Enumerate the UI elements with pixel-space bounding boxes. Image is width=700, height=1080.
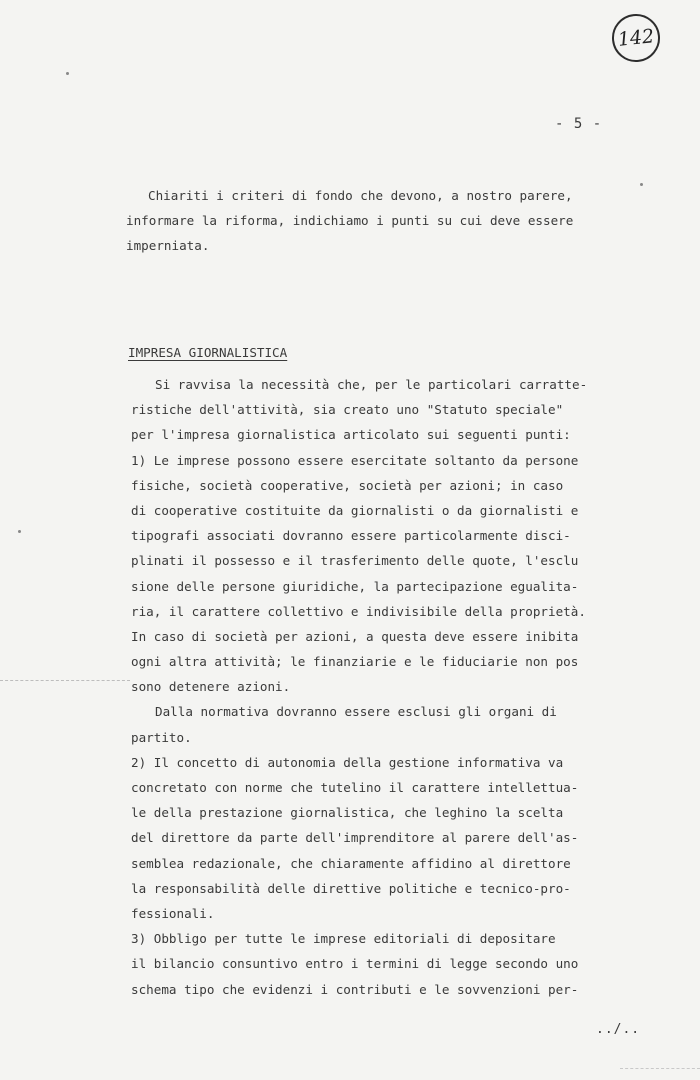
- scan-speck: [66, 72, 69, 75]
- body-line: ogni altra attività; le finanziarie e le fiduciarie non pos: [131, 654, 579, 670]
- body-line: schema tipo che evidenzi i contributi e le sovvenzioni per-: [131, 981, 579, 997]
- body-line: Si ravvisa la necessità che, per le particolari carratte-: [155, 377, 588, 392]
- body-line: partito.: [131, 729, 192, 745]
- body-line: 1) Le imprese possono essere esercitate soltanto da persone: [131, 452, 579, 468]
- body-line: sono detenere azioni.: [131, 679, 291, 695]
- intro-text: Chiariti i criteri di fondo che devono, a nostro parere, informare la riforma, indichiamo i punti su cui deve essere imperniata.: [126, 188, 574, 253]
- scan-speck: [640, 183, 643, 186]
- scan-artifact-line: [0, 680, 130, 681]
- body-line: per l'impresa giornalistica articolato sui seguenti punti:: [131, 427, 571, 443]
- body-line: ria, il carattere collettivo e indivisibile della proprietà.: [131, 603, 586, 619]
- body-line: concretato con norme che tutelino il carattere intellettua-: [131, 780, 579, 795]
- body-line: le della prestazione giornalistica, che leghino la scelta: [131, 805, 564, 821]
- body-line: ristiche dell'attività, sia creato uno "Statuto speciale": [131, 402, 564, 418]
- body-line: tipografi associati dovranno essere particolarmente disci-: [131, 528, 571, 544]
- body-line: fisiche, società cooperative, società per azioni; in caso: [131, 477, 564, 493]
- scan-artifact-line: [620, 1068, 700, 1069]
- page-number: - 5 -: [555, 116, 603, 132]
- scan-speck: [18, 530, 21, 533]
- body-line: 2) Il concetto di autonomia della gestione informativa va: [131, 754, 564, 770]
- body-line: semblea redazionale, che chiaramente affidino al direttore: [131, 855, 571, 871]
- body-line: Dalla normativa dovranno essere esclusi gli organi di: [155, 704, 557, 720]
- body-line: 3) Obbligo per tutte le imprese editoriali di depositare: [131, 931, 556, 947]
- page-stamp: [610, 12, 663, 65]
- body-line: del direttore da parte dell'imprenditore al parere dell'as-: [131, 830, 579, 846]
- intro-paragraph: [126, 183, 646, 258]
- body-line: di cooperative costituite da giornalisti o da giornalisti e: [131, 502, 579, 518]
- body-line: fessionali.: [131, 905, 215, 921]
- body-line: In caso di società per azioni, a questa deve essere inibita: [131, 628, 579, 644]
- body-line: la responsabilità delle direttive politiche e tecnico-pro-: [131, 880, 571, 896]
- section-body: [131, 372, 651, 1002]
- body-line: plinati il possesso e il trasferimento delle quote, l'esclu: [131, 553, 579, 569]
- stamp-number: 142: [616, 25, 656, 51]
- continuation-mark: ../..: [596, 1022, 641, 1037]
- section-heading: IMPRESA GIORNALISTICA: [128, 345, 288, 360]
- body-line: sione delle persone giuridiche, la partecipazione egualita-: [131, 578, 579, 594]
- body-line: il bilancio consuntivo entro i termini di legge secondo uno: [131, 956, 579, 972]
